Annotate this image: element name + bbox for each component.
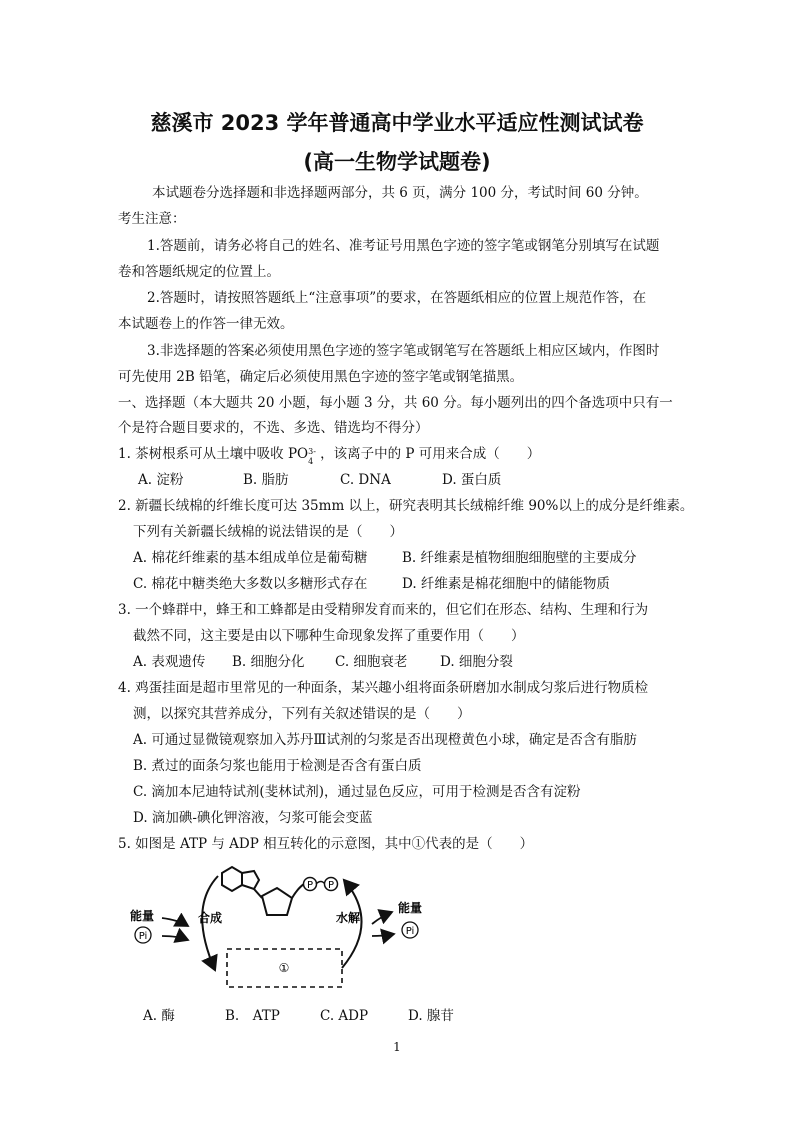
question-3-stem-line-1: 3. 一个蜂群中，蜂王和工蜂都是由受精卵发育而来的，但它们在形态、结构、生理和行为 [118, 602, 649, 618]
energy-in-arrow [162, 918, 188, 926]
question-2-stem-line-1: 2. 新疆长绒棉的纤维长度可达 35mm 以上，研究表明其长绒棉纤维 90%以上的成分是纤维素。 [118, 498, 694, 514]
phosphate-group-2 [325, 878, 338, 892]
question-4-option-a[interactable]: A. 可通过显微镜观察加入苏丹Ⅲ试剂的匀浆是否出现橙黄色小球，确定是否含有脂肪 [133, 732, 637, 748]
exam-title: 慈溪市 2023 学年普通高中学业水平适应性测试试卷 [150, 111, 644, 135]
question-3-option-b[interactable]: B. 细胞分化 [232, 654, 305, 670]
question-5-stem: 5. 如图是 ATP 与 ADP 相互转化的示意图，其中①代表的是（ ） [118, 836, 534, 852]
synthesis-label: 合成 [198, 911, 223, 925]
energy-output-label: 能量 [398, 901, 423, 915]
intro-line: 本试题卷分选择题和非选择题两部分，共 6 页，满分 100 分，考试时间 60 分钟。 [152, 185, 648, 201]
question-1-superscript: 3- [308, 447, 316, 456]
notice-1-line-b: 卷和答题纸规定的位置上。 [118, 264, 280, 280]
hydrolysis-label: 水解 [336, 911, 361, 925]
svg-text:P: P [327, 880, 335, 891]
question-4-option-b[interactable]: B. 煮过的面条匀浆也能用于检测是否含有蛋白质 [133, 758, 422, 774]
question-3-option-c[interactable]: C. 细胞衰老 [335, 654, 408, 670]
section-1-heading: 一、选择题（本大题共 20 小题，每小题 3 分，共 60 分。每小题列出的四个备选项中只有一 [118, 395, 673, 411]
question-2-option-d[interactable]: D. 纤维素是棉花细胞中的储能物质 [402, 576, 610, 592]
notice-label: 考生注意： [118, 211, 186, 227]
exam-subtitle: (高一生物学试题卷) [303, 150, 491, 174]
question-3-option-a[interactable]: A. 表观遗传 [133, 654, 206, 670]
question-1-subscript: 4 [308, 457, 314, 466]
question-4-stem-line-2: 测，以探究其营养成分，下列有关叙述错误的是（ ） [133, 706, 471, 722]
page-number: 1 [393, 1040, 401, 1054]
energy-out-arrow [372, 912, 392, 924]
notice-1-line-a: 1.答题前，请务必将自己的姓名、准考证号用黑色字迹的签字笔或钢笔分别填写在试题 [147, 238, 660, 254]
svg-text:Pi: Pi [405, 926, 415, 937]
energy-input-label: 能量 [130, 909, 155, 923]
glycosidic-bond [254, 889, 262, 898]
pi-out-arrow [372, 934, 394, 936]
question-1-option-b[interactable]: B. 脂肪 [243, 472, 289, 488]
question-2-option-a[interactable]: A. 棉花纤维素的基本组成单位是葡萄糖 [133, 550, 368, 566]
svg-text:Pi: Pi [138, 931, 148, 942]
question-2-option-b[interactable]: B. 纤维素是植物细胞细胞壁的主要成分 [402, 550, 637, 566]
question-1-option-a[interactable]: A. 淀粉 [138, 472, 184, 488]
question-1-stem-b: ，该离子中的 P 可用来合成（ ） [320, 446, 541, 462]
phosphate-group-1 [304, 878, 317, 892]
notice-3-line-b: 可先使用 2B 铅笔，确定后必须使用黑色字迹的签字笔或钢笔描黑。 [118, 369, 524, 385]
pi-output-icon [402, 922, 418, 938]
question-1-stem-a: 1. 茶树根系可从土壤中吸收 PO [118, 446, 309, 462]
high-energy-bond [316, 882, 325, 885]
ribose-icon [262, 888, 292, 915]
adenine-icon [222, 867, 259, 891]
question-4-option-c[interactable]: C. 滴加本尼迪特试剂(斐林试剂)，通过显色反应，可用于检测是否含有淀粉 [133, 784, 581, 800]
atp-adp-diagram [120, 860, 440, 1000]
question-3-stem-line-2: 截然不同，这主要是由以下哪种生命现象发挥了重要作用（ ） [133, 628, 525, 644]
section-1-heading-cont: 个是符合题目要求的，不选、多选、错选均不得分） [118, 420, 429, 436]
notice-2-line-a: 2.答题时，请按照答题纸上“注意事项”的要求，在答题纸相应的位置上规范作答，在 [147, 290, 647, 306]
unknown-box-label: ① [278, 961, 290, 975]
pi-in-arrow [162, 936, 188, 940]
question-4-stem-line-1: 4. 鸡蛋挂面是超市里常见的一种面条，某兴趣小组将面条研磨加水制成匀浆后进行物质检 [118, 680, 649, 696]
phosphate-link [292, 884, 304, 898]
question-1-option-c[interactable]: C. DNA [340, 472, 391, 488]
question-5-option-d[interactable]: D. 腺苷 [408, 1008, 454, 1024]
notice-2-line-b: 本试题卷上的作答一律无效。 [118, 316, 294, 332]
pi-input-icon [135, 927, 151, 943]
question-3-option-d[interactable]: D. 细胞分裂 [440, 654, 513, 670]
question-1-option-d[interactable]: D. 蛋白质 [442, 472, 502, 488]
svg-text:P: P [306, 880, 314, 891]
question-1-stem [118, 444, 540, 464]
question-5-option-a[interactable]: A. 酶 [143, 1008, 175, 1024]
notice-3-line-a: 3.非选择题的答案必须使用黑色字迹的签字笔或钢笔写在答题纸上相应区域内，作图时 [147, 343, 660, 359]
question-2-option-c[interactable]: C. 棉花中糖类绝大多数以多糖形式存在 [133, 576, 368, 592]
question-5-option-c[interactable]: C. ADP [320, 1008, 369, 1024]
question-5-option-b[interactable]: B. ATP [225, 1008, 280, 1024]
question-4-option-d[interactable]: D. 滴加碘-碘化钾溶液，匀浆可能会变蓝 [133, 810, 373, 826]
question-2-stem-line-2: 下列有关新疆长绒棉的说法错误的是（ ） [133, 524, 403, 540]
